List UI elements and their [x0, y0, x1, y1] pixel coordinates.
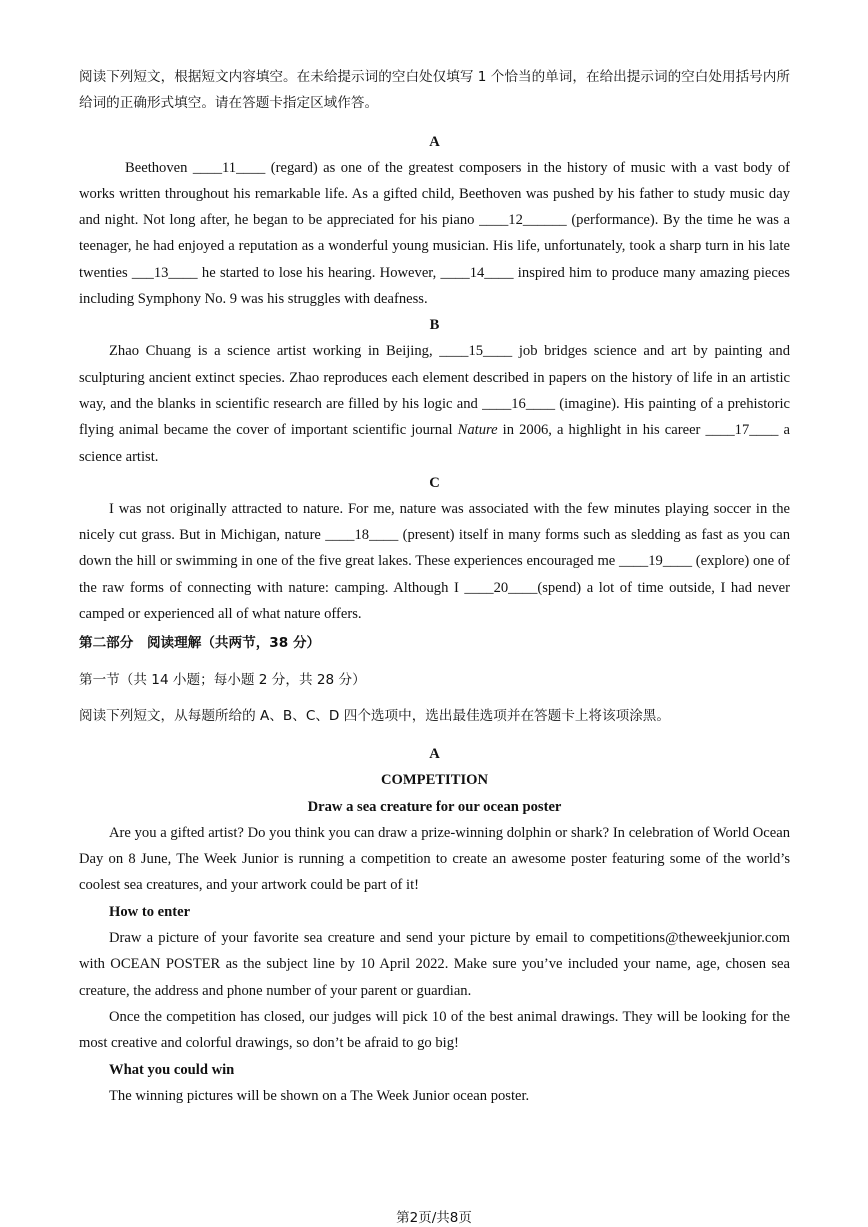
cloze-section-b-text-1: Zhao Chuang is a science artist working in Beijing, ____15____ job bridges science and art by painting and sculpturing ancient extinct species. Zhao reproduces each element described in papers on the history of life in an artistic way, and the blanks in scientific research are filled by his logic and ____16____ (imagine). His painting of a prehistoric flying animal became the cover of important scientific journal [79, 343, 790, 439]
what-you-could-win-heading: What you could win [109, 1061, 235, 1078]
how-to-enter-paragraph-2: Once the competition has closed, our judges will pick 10 of the best animal drawings. They will be looking for the most creative and colorful drawings, so don’t be afraid to go big! [79, 1008, 790, 1052]
reading-a-title: COMPETITION [380, 772, 489, 789]
cloze-section-a-letter: A [429, 133, 440, 150]
reading-a-intro: Are you a gifted artist? Do you think you can draw a prize-winning dolphin or shark? In celebration of World Ocean Day on 8 June, The Week Junior is running a competition to create an awesome poster featuring some of the world’s coolest sea creatures, and your artwork could be part of it! [79, 824, 790, 894]
cloze-section-c-letter: C [429, 474, 440, 491]
cloze-instructions: 阅读下列短文，根据短文内容填空。在未给提示词的空白处仅填写 1 个恰当的单词，在给出提示词的空白处用括号内所给词的正确形式填空。请在答题卡指定区域作答。 [79, 69, 790, 112]
reading-a-subtitle: Draw a sea creature for our ocean poster [307, 798, 562, 815]
reading-instructions: 阅读下列短文，从每题所给的 A、B、C、D 四个选项中，选出最佳选项并在答题卡上将该项涂黑。 [79, 707, 670, 724]
how-to-enter-paragraph-1: Draw a picture of your favorite sea creature and send your picture by email to competitions@theweekjunior.com with OCEAN POSTER as the subject line by 10 April 2022. Make sure you’ve included your name, age, chosen sea creature, the address and phone number of your parent or guardian. [79, 930, 790, 999]
exam-page [79, 64, 790, 1109]
what-you-could-win-paragraph: The winning pictures will be shown on a The Week Junior ocean poster. [109, 1087, 530, 1104]
journal-name: Nature [457, 422, 498, 439]
page-number: 第2页/共8页 [396, 1210, 472, 1226]
cloze-section-b-text-2: in 2006, a highlight in his career ____17____ a science artist. [79, 422, 790, 465]
cloze-section-c-paragraph: I was not originally attracted to nature. For me, nature was associated with the few minutes playing soccer in the nicely cut grass. But in Michigan, nature ____18____ (present) itself in many forms such as sledding as fast as you can down the hill or swimming in one of the five great lakes. These experiences encouraged me ____19____ (explore) one of the raw forms of connecting with nature: camping. Although I ____20____(spend) a lot of time outside, I had never camped or experienced all of what nature offers. [79, 500, 790, 623]
part2-heading: 第二部分 阅读理解（共两节，38 分） [79, 635, 321, 652]
cloze-section-b-letter: B [429, 317, 440, 334]
cloze-section-b-paragraph [79, 338, 790, 469]
cloze-section-a-paragraph: Beethoven ____11____ (regard) as one of the greatest composers in the history of music with a vast body of works written throughout his remarkable life. As a gifted child, Beethoven was pushed by his father to study music day and night. Not long after, he began to be appreciated for his piano ____12______ (performance). By the time he was a teenager, he had enjoyed a reputation as a wonderful young musician. His life, unfortunately, took a sharp turn in his late twenties ___13____ he started to lose his hearing. However, ____14____ inspired him to produce many amazing pieces including Symphony No. 9 was his struggles with deafness. [79, 159, 790, 308]
how-to-enter-heading: How to enter [109, 903, 191, 920]
part2-section1-heading: 第一节（共 14 小题；每小题 2 分，共 28 分） [79, 671, 366, 688]
reading-a-letter: A [429, 746, 440, 763]
